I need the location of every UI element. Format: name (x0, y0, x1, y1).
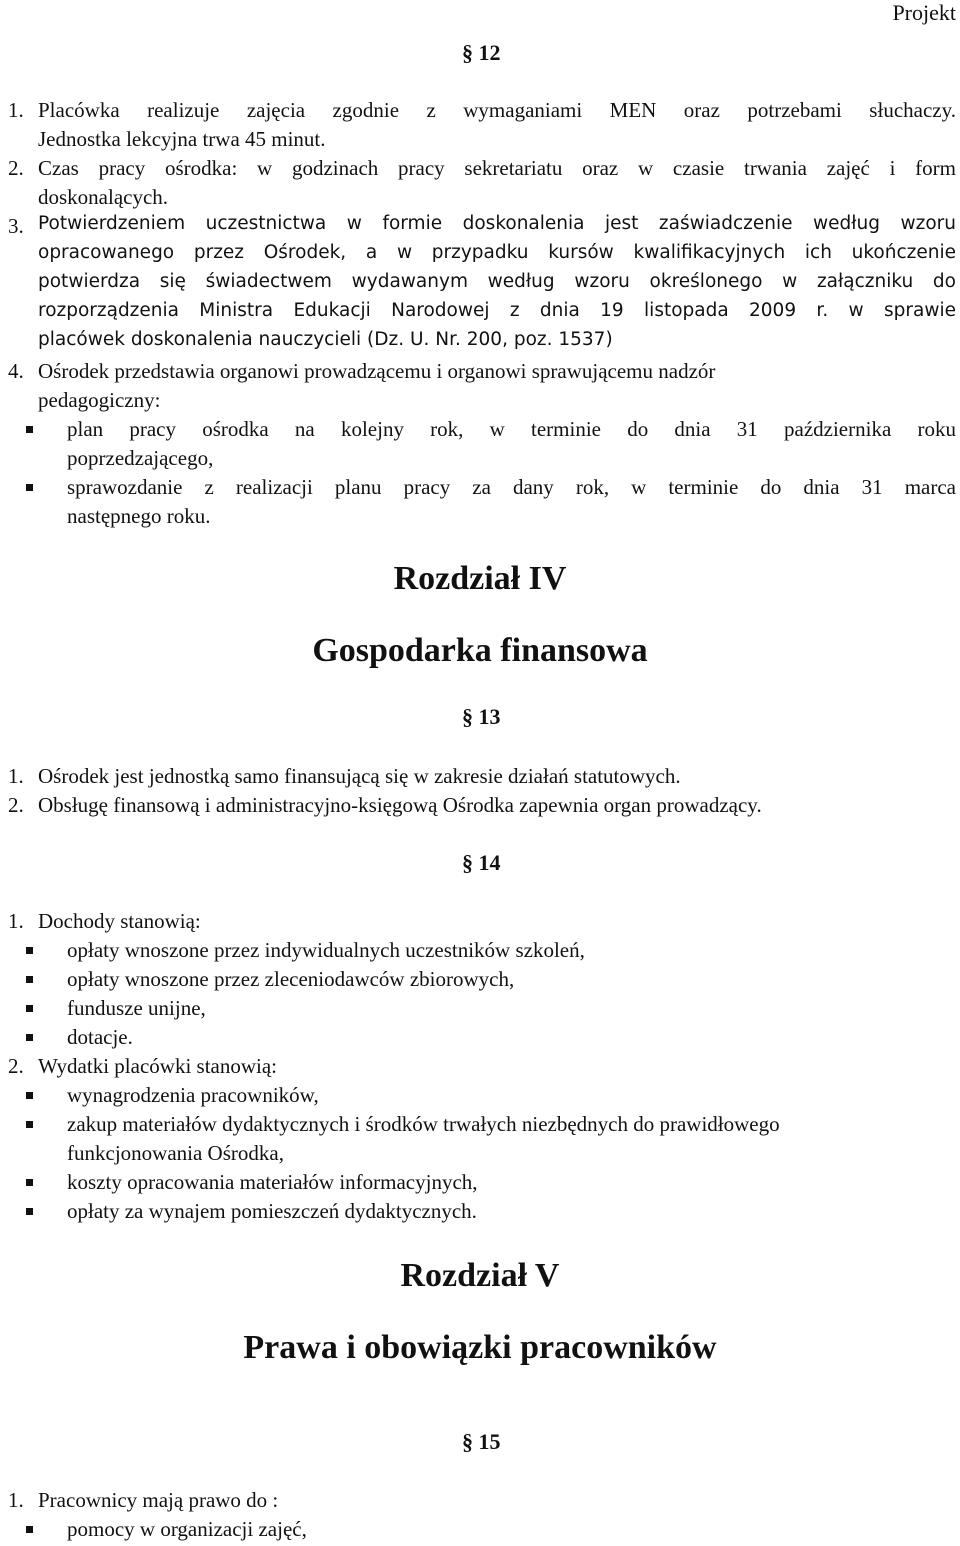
list-item-line: opracowanego przez Ośrodek, a w przypadku kursów kwalifikacyjnych ich ukończenie (38, 242, 956, 263)
bullet-line: koszty opracowania materiałów informacyjnych, (67, 1170, 478, 1194)
list-item-line: potwierdza się świadectwem wydawanym według wzoru określonego w załączniku do (38, 271, 956, 292)
list-item-line: placówek doskonalenia nauczycieli (Dz. U. Nr. 200, poz. 1537) (38, 329, 613, 350)
square-bullet-icon (26, 1092, 33, 1099)
bullet-line: fundusze unijne, (67, 996, 206, 1020)
square-bullet-icon (26, 484, 33, 491)
bullet-line: opłaty wnoszone przez zleceniodawców zbiorowych, (67, 967, 515, 991)
list-item-line: rozporządzenia Ministra Edukacji Narodowej z dnia 19 listopada 2009 r. w sprawie (38, 300, 956, 321)
item-number: 3. (8, 214, 24, 238)
item-number: 1. (8, 98, 24, 122)
list-item-line: Obsługę finansową i administracyjno-księgową Ośrodka zapewnia organ prowadzący. (38, 793, 762, 817)
square-bullet-icon (26, 1208, 33, 1215)
list-item-line: pedagogiczny: (38, 388, 161, 412)
document-header-label: Projekt (892, 0, 956, 25)
list-item-line: Jednostka lekcyjna trwa 45 minut. (38, 127, 326, 151)
item-number: 4. (8, 359, 24, 383)
square-bullet-icon (26, 1121, 33, 1128)
paragraph-mark-13: § 13 (462, 704, 501, 729)
list-item-line: doskonalących. (38, 185, 169, 209)
list-item-line: Dochody stanowią: (38, 909, 201, 933)
chapter-subtitle: Prawa i obowiązki pracowników (243, 1329, 717, 1366)
list-item-line: Ośrodek przedstawia organowi prowadzącemu i organowi sprawującemu nadzór (38, 359, 716, 383)
square-bullet-icon (26, 1526, 33, 1533)
chapter-subtitle: Gospodarka finansowa (312, 632, 648, 669)
item-number: 2. (8, 156, 24, 180)
bullet-line: pomocy w organizacji zajęć, (67, 1517, 307, 1541)
bullet-line: wynagrodzenia pracowników, (67, 1083, 319, 1107)
paragraph-mark-14: § 14 (462, 850, 501, 875)
bullet-line: zakup materiałów dydaktycznych i środków trwałych niezbędnych do prawidłowego (67, 1112, 780, 1136)
chapter-title: Rozdział IV (393, 560, 567, 597)
list-item-line: Placówka realizuje zajęcia zgodnie z wymaganiami MEN oraz potrzebami słuchaczy. (38, 98, 956, 122)
bullet-line: dotacje. (67, 1025, 133, 1049)
bullet-line: poprzedzającego, (67, 446, 214, 470)
item-number: 1. (8, 1488, 24, 1512)
paragraph-mark-12: § 12 (462, 40, 501, 65)
item-number: 2. (8, 1054, 24, 1078)
list-item-line: Potwierdzeniem uczestnictwa w formie doskonalenia jest zaświadczenie według wzoru (38, 213, 956, 234)
paragraph-mark-15: § 15 (462, 1429, 501, 1454)
bullet-line: następnego roku. (67, 504, 211, 528)
bullet-line: sprawozdanie z realizacji planu pracy za dany rok, w terminie do dnia 31 marca (67, 475, 956, 499)
item-number: 2. (8, 793, 24, 817)
square-bullet-icon (26, 1005, 33, 1012)
item-number: 1. (8, 764, 24, 788)
bullet-line: opłaty wnoszone przez indywidualnych uczestników szkoleń, (67, 938, 585, 962)
square-bullet-icon (26, 426, 33, 433)
item-number: 1. (8, 909, 24, 933)
list-item-line: Wydatki placówki stanowią: (38, 1054, 278, 1078)
bullet-line: plan pracy ośrodka na kolejny rok, w terminie do dnia 31 października roku (67, 417, 956, 441)
bullet-line: funkcjonowania Ośrodka, (67, 1141, 284, 1165)
bullet-line: opłaty za wynajem pomieszczeń dydaktycznych. (67, 1199, 477, 1223)
square-bullet-icon (26, 976, 33, 983)
chapter-title: Rozdział V (400, 1257, 560, 1294)
list-item-line: Ośrodek jest jednostką samo finansującą się w zakresie działań statutowych. (38, 764, 681, 788)
list-item-line: Czas pracy ośrodka: w godzinach pracy sekretariatu oraz w czasie trwania zajęć i form (38, 156, 956, 180)
square-bullet-icon (26, 947, 33, 954)
square-bullet-icon (26, 1179, 33, 1186)
list-item-line: Pracownicy mają prawo do : (38, 1488, 279, 1512)
square-bullet-icon (26, 1034, 33, 1041)
